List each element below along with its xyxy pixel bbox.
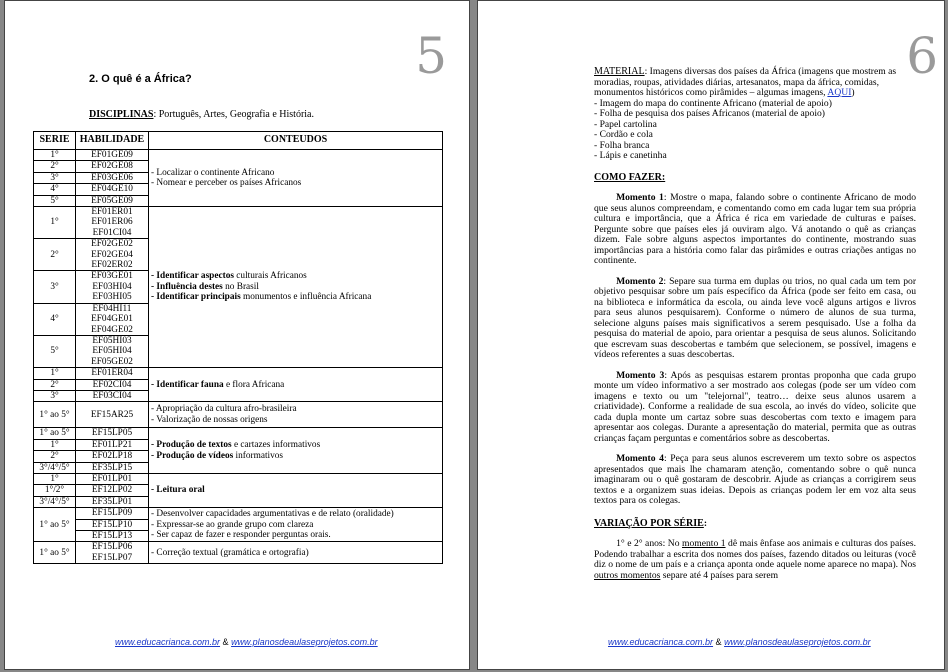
conteudo-cell <box>149 207 443 368</box>
conteudo-line: - Valorização de nossas origens <box>151 414 268 425</box>
conteudo-line: - Localizar o continente Africano <box>151 167 275 178</box>
conteudo-text: culturais Africanos <box>233 271 307 282</box>
habilidade-cell: EF15LP05 <box>76 428 149 439</box>
page-footer <box>115 637 378 647</box>
habilidade-cell: EF15LP10 <box>76 519 149 530</box>
conteudo-text: e cartazes informativos <box>231 440 321 451</box>
serie-cell: 3° <box>34 390 76 401</box>
serie-cell: 1° <box>34 473 76 484</box>
habilidade-cell: EF03CI04 <box>76 390 149 401</box>
material-item: - Folha de pesquisa dos países Africanos (material de apoio) <box>594 108 825 119</box>
table-row <box>34 207 443 239</box>
habilidade-cell: EF15LP13 <box>76 531 149 542</box>
serie-cell: 1° ao 5° <box>34 542 76 564</box>
habilidade-cell: EF35LP01 <box>76 496 149 507</box>
serie-cell: 4° <box>34 184 76 195</box>
serie-cell: 3° <box>34 172 76 183</box>
conteudo-line: - Ser capaz de fazer e responder perguntas orais. <box>151 530 331 540</box>
habilidade-cell: EF12LP02 <box>76 485 149 496</box>
momento-label: Momento 1 <box>616 192 664 203</box>
variacao-colon: : <box>703 517 708 529</box>
momento-text: : Peça para seus alunos escreverem um texto sobre os aspectos apresentados que mais lhe chamaram atenção, comentando sobre o quê nunca imaginaram ou o quê gostaram de descobrir. Ajude as crianças a corrigirem seus textos e a organizem suas ideias. Depois as crianças podem ler em voz alta seus textos para os colegas. <box>594 453 917 506</box>
material-item: - Cordão e cola <box>594 129 653 140</box>
disciplinas-value: : Português, Artes, Geografia e História. <box>153 109 314 120</box>
disciplinas-label: DISCIPLINAS <box>89 109 154 120</box>
page-number: 5 <box>415 27 447 85</box>
serie-cell: 3° <box>34 271 76 303</box>
skills-table <box>33 131 443 564</box>
conteudo-line <box>151 451 440 461</box>
table-row <box>34 542 443 564</box>
page-number: 6 <box>906 27 938 85</box>
momento-paragraph <box>594 454 916 507</box>
table-row <box>34 402 443 428</box>
momento-label: Momento 4 <box>616 453 664 464</box>
variacao-text-c: separe até 4 países para serem <box>660 569 779 581</box>
habilidade-cell: EF03GE01 EF03HI04 EF03HI05 <box>76 271 149 303</box>
header-habilidade: HABILIDADE <box>76 132 149 150</box>
serie-cell: 1° <box>34 150 76 161</box>
conteudo-line: - Expressar-se ao grande grupo com clareza <box>151 519 314 530</box>
conteudo-cell <box>149 402 443 428</box>
page-content <box>594 67 916 581</box>
conteudo-line <box>151 380 440 390</box>
conteudo-cell: - Correção textual (gramática e ortografia) <box>149 542 443 564</box>
conteudo-line: - Nomear e perceber os países Africanos <box>151 178 302 189</box>
habilidade-cell: EF03GE06 <box>76 172 149 183</box>
habilidade-cell: EF02CI04 <box>76 379 149 390</box>
disciplinas-line <box>89 109 314 120</box>
serie-cell: 5° <box>34 335 76 367</box>
momento-label: Momento 3 <box>616 369 665 381</box>
habilidade-cell: EF04HI11 EF04GE01 EF04GE02 <box>76 303 149 335</box>
document-page-left <box>4 0 470 670</box>
serie-cell: 3°/4°/5° <box>34 496 76 507</box>
habilidade-cell: EF05HI03 EF05HI04 EF05GE02 <box>76 335 149 367</box>
aqui-link[interactable]: AQUI <box>827 87 852 98</box>
material-section <box>594 67 916 162</box>
momento-paragraph <box>594 371 916 445</box>
habilidade-cell: EF02LP18 <box>76 451 149 462</box>
section-heading: 2. O quê é a África? <box>89 73 192 85</box>
conteudo-cell <box>149 368 443 402</box>
conteudo-text: e flora Africana <box>223 379 285 390</box>
variacao-text-b: dê mais ênfase aos animais e culturas dos países. Podendo trabalhar a escrita dos nomes dos países, fazendo ditados ou leituras (você diz o nome de um país e a criança aponta onde aquele nome aparece no mapa). Nos <box>594 538 917 570</box>
variacao-underlined-1: momento 1 <box>682 538 726 549</box>
conteudo-text: monumentos e influência Africana <box>240 292 372 303</box>
conteudo-bold: - Produção de textos <box>151 440 232 451</box>
momento-label: Momento 2 <box>616 275 664 287</box>
conteudo-cell: - Leitura oral <box>149 473 443 507</box>
table-header-row <box>34 132 443 150</box>
serie-cell: 2° <box>34 161 76 172</box>
conteudo-bold: - Produção de vídeos <box>151 450 234 461</box>
serie-cell: 5° <box>34 195 76 206</box>
habilidade-cell: EF15AR25 <box>76 402 149 428</box>
conteudo-cell <box>149 428 443 474</box>
table-row <box>34 428 443 439</box>
serie-cell: 1° <box>34 207 76 239</box>
conteudo-bold: - Identificar fauna <box>151 379 224 390</box>
habilidade-cell: EF01GE09 <box>76 150 149 161</box>
serie-cell: 1° <box>34 368 76 379</box>
momento-paragraph <box>594 277 916 361</box>
header-serie: SERIE <box>34 132 76 150</box>
serie-cell: 1°/2° <box>34 485 76 496</box>
footer-link-planos[interactable]: www.planosdeaulaseprojetos.com.br <box>724 637 871 647</box>
momento-paragraph <box>594 193 916 267</box>
serie-cell: 3°/4°/5° <box>34 462 76 473</box>
table-row <box>34 368 443 379</box>
conteudo-cell <box>149 150 443 207</box>
momento-text: : Após as pesquisas estarem prontas proponha que cada grupo monte um vídeo informativo a ser mostrado aos colegas (pode ser um vídeo com imagens e texto ou um "telejornal", teatro… deixe seus alunos usarem a criatividade). Conforme a realidade de sua escola, ao invés do vídeo, solicite que cada dupla monte um cartaz sobre suas descobertas com texto e imagem para apresentar aos colegas. Durante a apresentação do material, permita que as outras crianças façam perguntas e comentários sobre as descobertas. <box>594 369 917 444</box>
como-fazer-title: COMO FAZER: <box>594 171 666 183</box>
table-row <box>34 473 443 484</box>
material-line <box>594 67 916 99</box>
habilidade-cell: EF01ER01 EF01ER06 EF01CI04 <box>76 207 149 239</box>
habilidade-cell: EF04GE10 <box>76 184 149 195</box>
habilidade-cell: EF05GE09 <box>76 195 149 206</box>
habilidade-cell: EF02GE08 <box>76 161 149 172</box>
material-item: - Folha branca <box>594 139 650 151</box>
conteudo-line <box>151 292 440 302</box>
footer-link-educacrianca[interactable]: www.educacrianca.com.br <box>608 637 714 647</box>
variacao-underlined-2: outros momentos <box>594 569 661 581</box>
conteudo-cell <box>149 508 443 542</box>
habilidade-cell: EF01LP21 <box>76 439 149 450</box>
footer-ampersand: & <box>220 637 232 647</box>
habilidade-cell: EF01LP01 <box>76 473 149 484</box>
variacao-title: VARIAÇÃO POR SÉRIE <box>594 517 704 529</box>
habilidade-cell: EF01ER04 <box>76 368 149 379</box>
variacao-paragraph <box>594 539 916 581</box>
momento-text: : Mostre o mapa, falando sobre o continente Africano de modo que seus alunos compreendam, e comentando como em cada lugar tem sua própria cultura e importância, que a África é rica em variedade de culturas e países. Pergunte sobre que países eles já ouviram algo. Vá anotando o quê as crianças dizem. Fale sobre alguns aspectos importantes do continente, mostrando suas importâncias para a história como falar das pirâmides e outras criações antigas no continente. <box>594 192 916 266</box>
material-item: - Papel cartolina <box>594 118 657 130</box>
habilidade-cell: EF35LP15 <box>76 462 149 473</box>
serie-cell: 4° <box>34 303 76 335</box>
variacao-text-a: 1° e 2° anos: No <box>616 538 683 549</box>
table-row <box>34 508 443 519</box>
momento-text: : Separe sua turma em duplas ou trios, no qual cada um tem por objetivo pesquisar sobre um país específico da África (pode ser feito em casa, ou na biblioteca e informática da escola, ou ainda leve você alguns artigos e livros para seus alunos pesquisarem). Conforme o número de alunos de sua turma, selecione alguns países mais significativos a serem pesquisado. Use a folha da pesquisa do material de apoio, para orientar a pesquisa de seus alunos. Solicitando que escrevam suas descobertas e também que selecionem, se possível, imagens e vídeos referentes a suas descobertas. <box>594 275 917 360</box>
conteudo-line <box>151 440 440 450</box>
header-conteudos: CONTEUDOS <box>149 132 443 150</box>
conteudo-line: - Apropriação da cultura afro-brasileira <box>151 404 297 415</box>
conteudo-line: - Desenvolver capacidades argumentativas e de relato (oralidade) <box>151 509 394 520</box>
footer-link-educacrianca[interactable]: www.educacrianca.com.br <box>115 637 221 647</box>
footer-ampersand: & <box>713 637 725 647</box>
serie-cell: 1° <box>34 439 76 450</box>
close-paren: ) <box>851 87 855 98</box>
serie-cell: 1° ao 5° <box>34 508 76 542</box>
table-row <box>34 150 443 161</box>
material-item: - Imagem do mapa do continente Africano (material de apoio) <box>594 97 832 109</box>
material-item: - Lápis e canetinha <box>594 150 667 161</box>
conteudo-bold: - Identificar aspectos <box>151 271 234 282</box>
conteudo-text: no Brasil <box>222 281 259 292</box>
document-page-right <box>477 0 945 670</box>
conteudo-bold: - Influência destes <box>151 281 223 292</box>
variacao-title-line <box>594 519 916 530</box>
serie-cell: 2° <box>34 451 76 462</box>
serie-cell: 2° <box>34 239 76 271</box>
serie-cell: 2° <box>34 379 76 390</box>
conteudo-line <box>151 271 440 281</box>
habilidade-cell: EF15LP09 <box>76 508 149 519</box>
footer-link-planos[interactable]: www.planosdeaulaseprojetos.com.br <box>231 637 378 647</box>
conteudo-bold: - Identificar principais <box>151 292 241 303</box>
serie-cell: 1° ao 5° <box>34 402 76 428</box>
conteudo-text: informativos <box>233 450 284 461</box>
material-intro: : Imagens diversas dos países da África (imagens que mostrem as moradias, roupas, atividades diárias, artesanatos, mapa da áfrica, comidas, monumentos históricos como pirâmides – algumas imagens, <box>594 66 897 98</box>
habilidade-cell: EF15LP06 EF15LP07 <box>76 542 149 564</box>
material-title: MATERIAL <box>594 66 645 77</box>
habilidade-cell: EF02GE02 EF02GE04 EF02ER02 <box>76 239 149 271</box>
conteudo-line <box>151 282 440 292</box>
page-footer <box>608 637 871 647</box>
serie-cell: 1° ao 5° <box>34 428 76 439</box>
